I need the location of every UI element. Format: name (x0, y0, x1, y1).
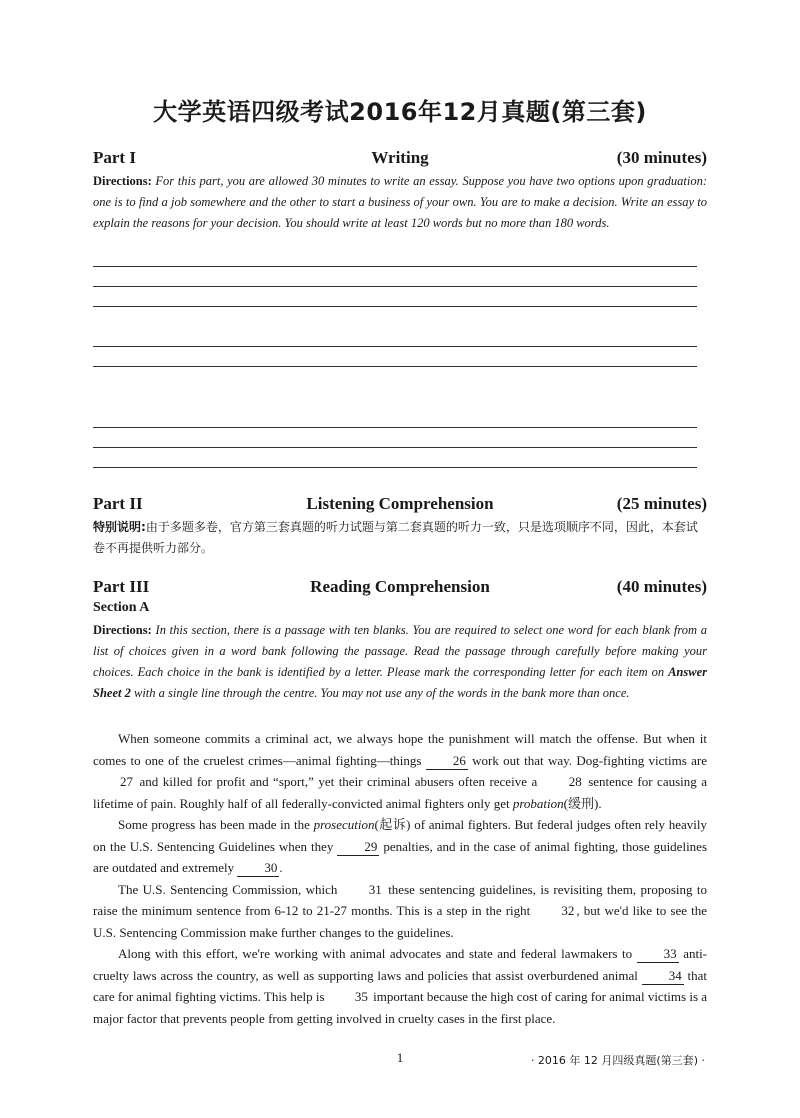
writing-line (93, 266, 697, 267)
part3-directions-label: Directions: (93, 623, 152, 637)
writing-line (93, 427, 697, 428)
part3-header (93, 577, 707, 601)
passage-text: When someone commits a criminal act, we always hope the punishment will match the offense. But when it comes to one of the cruelest crimes—animal fighting—things (93, 731, 707, 768)
passage-text: that care for animal fighting victims. This help is (93, 967, 708, 1004)
reading-passage (93, 728, 707, 1029)
part1-directions (93, 171, 707, 234)
passage-text: Along with this effort, we're working with animal advocates and state and federal lawmakers to (118, 946, 633, 961)
page-title: 大学英语四级考试2016年12月真题(第三套) (153, 98, 647, 126)
passage-text: , but we'd like to see the U.S. Sentencing Commission make further changes to the guidelines. (93, 903, 707, 940)
part1-time: (30 minutes) (616, 148, 707, 167)
term-probation: probation (512, 795, 564, 811)
part3-name: Reading Comprehension (310, 577, 490, 596)
gloss-probation: (缓刑). (563, 795, 602, 811)
blank-33[interactable]: 33 (637, 946, 679, 963)
passage-text: important because the high cost of caring for animal victims is a major factor that prevents people from getting involved in cruelty cases in the first place. (93, 989, 708, 1026)
passage-text: work out that way. Dog-fighting victims are (472, 752, 708, 768)
passage-paragraph-4 (93, 943, 707, 1029)
part2-header (93, 494, 707, 518)
part2-label: Part II (93, 494, 143, 513)
part1-label: Part I (93, 148, 136, 167)
part3-label: Part III (93, 577, 150, 596)
writing-line (93, 447, 697, 448)
part2-note-text: 由于多题多卷，官方第三套真题的听力试题与第二套真题的听力一致，只是选项顺序不同，因此，本套试卷不再提供听力部分。 (93, 520, 698, 555)
part1-directions-label: Directions: (93, 174, 152, 188)
passage-text: these sentencing guidelines, is revisiting them, proposing to raise the minimum sentence from 6-12 to 21-27 months. This is a step in the right (93, 881, 708, 918)
part3-directions-after: with a single line through the centre. You may not use any of the words in the bank more than once. (133, 686, 630, 700)
passage-paragraph-3 (93, 879, 707, 944)
part2-name: Listening Comprehension (306, 494, 494, 513)
blank-28[interactable]: 28 (568, 774, 582, 789)
blank-29[interactable]: 29 (337, 839, 379, 856)
blank-31[interactable]: 31 (368, 881, 382, 897)
part3-time: (40 minutes) (616, 577, 707, 596)
blank-30[interactable]: 30 (237, 860, 279, 877)
passage-paragraph-2 (93, 814, 707, 879)
page-number: 1 (396, 1050, 404, 1065)
blank-35[interactable]: 35 (354, 989, 368, 1004)
part2-note (93, 517, 707, 559)
part3-directions-before: In this section, there is a passage with ten blanks. You are required to select one word for each blank from a list of choices given in a word bank following the passage. Read the passage through carefully before making your choices. Each choice in the bank is identified by a letter. Please mark the corresponding letter for each item on (93, 623, 707, 679)
passage-text: sentence for causing a lifetime of pain. Roughly half of all federally-convicted animal fighters only get (93, 774, 708, 811)
passage-text: and killed for profit and “sport,” yet their criminal abusers often receive a (139, 774, 538, 789)
blank-34[interactable]: 34 (642, 968, 684, 985)
passage-paragraph-1 (93, 728, 707, 814)
writing-line (93, 286, 697, 287)
writing-line (93, 467, 697, 468)
gloss-prosecution: (起诉) (374, 817, 411, 832)
section-a-heading: Section A (93, 600, 150, 615)
passage-text: anti-cruelty laws across the country, as well as supporting laws and policies that assist overburdened animal (93, 946, 708, 983)
part2-time: (25 minutes) (616, 494, 707, 513)
writing-line (93, 306, 697, 307)
passage-text: of animal fighters. But federal judges often rely heavily on the U.S. Sentencing Guidelines when they (93, 817, 707, 854)
writing-line (93, 346, 697, 347)
passage-text: The U.S. Sentencing Commission, which (118, 881, 338, 897)
blank-27[interactable]: 27 (120, 774, 133, 789)
term-prosecution: prosecution (313, 817, 375, 832)
answer-sheet-ref: Answer Sheet 2 (93, 665, 707, 700)
blank-32[interactable]: 32 (561, 903, 575, 918)
part1-name: Writing (371, 148, 429, 167)
writing-line (93, 366, 697, 367)
footer-label: · 2016 年 12 月四级真题(第三套) · (530, 1054, 705, 1067)
passage-text: penalties, and in the case of animal fighting, those guidelines are outdated and extremely (93, 838, 708, 875)
part2-note-label: 特别说明: (93, 520, 146, 534)
part3-directions (93, 620, 707, 704)
passage-text: Some progress has been made in the (118, 817, 310, 832)
part1-header (93, 148, 707, 172)
passage-text: . (279, 860, 283, 875)
part1-directions-text: For this part, you are allowed 30 minutes to write an essay. Suppose you have two options upon graduation: one is to find a job somewhere and the other to start a business of your own. You are to make a decision. Write an essay to explain the reasons for your decision. You should write at least 120 words but no more than 180 words. (93, 174, 707, 230)
blank-26[interactable]: 26 (426, 753, 468, 770)
